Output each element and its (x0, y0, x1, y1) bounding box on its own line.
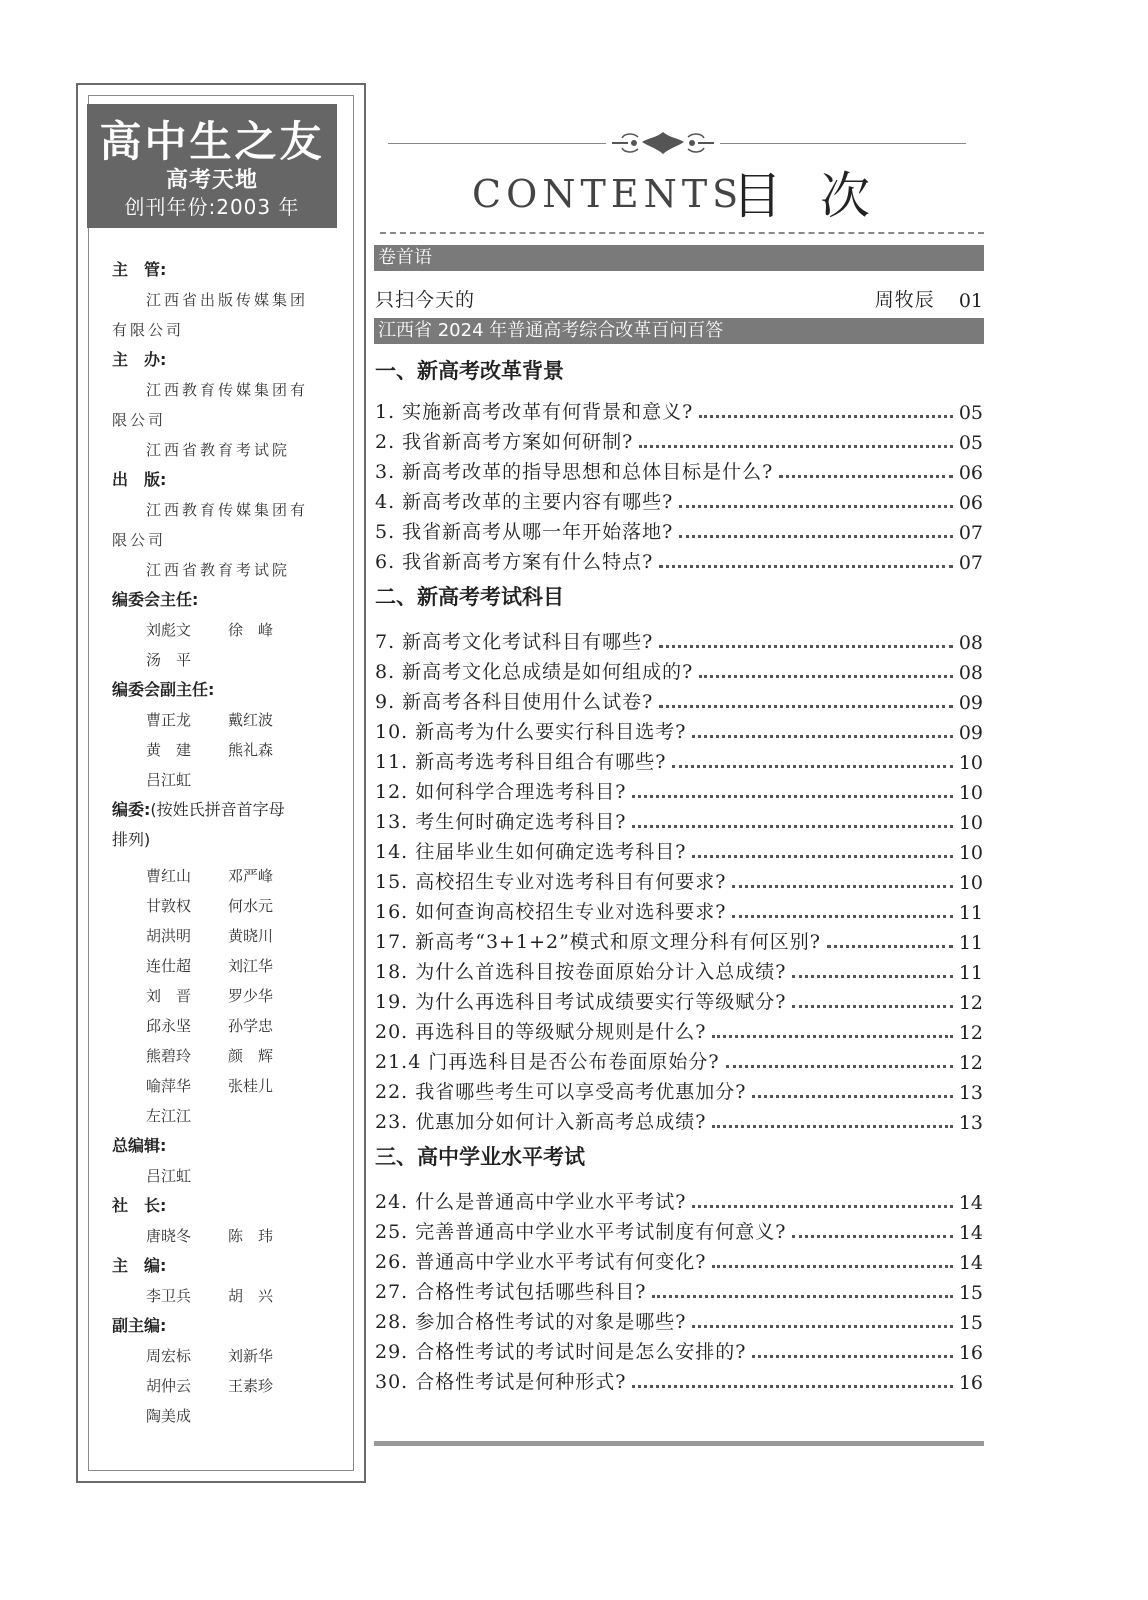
toc-item-title: 20. 再选科目的等级赋分规则是什么? (375, 1021, 707, 1043)
toc-item-page: 13 (958, 1112, 983, 1134)
staff-name: 熊礼森 (228, 741, 274, 759)
toc-leader-dots (752, 1094, 952, 1098)
toc-leader-dots (827, 944, 953, 948)
ornament-rule-left (388, 143, 606, 144)
staff-group-deputy-editor (112, 1341, 330, 1431)
toc-item[interactable] (375, 984, 985, 1014)
toc-item-title: 5. 我省新高考从哪一年开始落地? (375, 521, 674, 543)
toc-leader-dots (659, 564, 952, 568)
toc-item-page: 10 (958, 842, 983, 864)
toc-item[interactable] (375, 1364, 985, 1394)
toc-item[interactable] (375, 924, 985, 954)
staff-name: 熊碧玲 (146, 1047, 192, 1065)
toc-leader-dots (726, 1064, 953, 1068)
staff-name-row (112, 1221, 330, 1251)
toc-item-page: 10 (958, 752, 983, 774)
toc-item-page: 16 (958, 1342, 983, 1364)
staff-name: 黄晓川 (228, 927, 274, 945)
toc-item-page: 12 (958, 1052, 983, 1074)
staff-name: 戴红波 (228, 711, 274, 729)
toc-item[interactable] (375, 1104, 985, 1134)
toc-leader-dots (712, 1124, 952, 1128)
toc-item-page: 06 (958, 492, 983, 514)
staff-name: 胡洪明 (146, 927, 192, 945)
toc-leader-dots (652, 1294, 952, 1298)
staff-role-editor: 主 编: (112, 1256, 167, 1275)
toc-leader-dots (632, 794, 952, 798)
toc-item-page: 10 (958, 812, 983, 834)
committee-label: 编委: (112, 800, 151, 819)
staff-name: 甘敦权 (146, 897, 192, 915)
section-bar-main: 江西省 2024 年普通高考综合改革百问百答 (374, 318, 984, 344)
staff-name: 孙学忠 (228, 1017, 274, 1035)
toc-item[interactable] (375, 1244, 985, 1274)
staff-name: 张桂儿 (228, 1077, 274, 1095)
staff-name: 陶美成 (146, 1407, 192, 1425)
staff-name-row (112, 705, 330, 735)
toc-item[interactable] (375, 864, 985, 894)
toc-item[interactable] (375, 714, 985, 744)
toc-leader-dots (632, 1384, 952, 1388)
toc-item-title: 23. 优惠加分如何计入新高考总成绩? (375, 1111, 707, 1133)
toc-item[interactable] (375, 894, 985, 924)
staff-name: 吕江虹 (146, 771, 192, 789)
toc-item-title: 14. 往届毕业生如何确定选考科目? (375, 841, 687, 863)
staff-name: 吕江虹 (146, 1167, 192, 1185)
staff-name: 汤 平 (146, 651, 192, 669)
staff-name: 刘 晋 (146, 987, 192, 1005)
committee-note-cont: 排列) (112, 830, 151, 849)
staff-group-director (112, 615, 330, 675)
ornament-rule-right (720, 143, 966, 144)
toc-leader-dots (752, 1354, 952, 1358)
toc-item-title: 22. 我省哪些考生可以享受高考优惠加分? (375, 1081, 747, 1103)
staff-group-president (112, 1221, 330, 1251)
toc-item[interactable] (375, 1074, 985, 1104)
staff-role-supervisor: 主 管: (112, 260, 167, 279)
staff-name-row (112, 1011, 330, 1041)
masthead-panel (76, 83, 366, 1483)
committee-note: (按姓氏拼音首字母 (150, 800, 285, 819)
staff-line: 江西教育传媒集团有 (146, 501, 309, 519)
toc-leader-dots (659, 704, 952, 708)
toc-item-title: 28. 参加合格性考试的对象是哪些? (375, 1311, 687, 1333)
toc-section-heading: 一、新高考改革背景 (375, 359, 564, 383)
staff-name: 李卫兵 (146, 1287, 192, 1305)
staff-name-row (112, 765, 330, 795)
toc-item-title: 21.4 门再选科目是否公布卷面原始分? (375, 1051, 720, 1073)
toc-item-page: 08 (958, 662, 983, 684)
staff-name: 胡 兴 (228, 1287, 274, 1305)
toc-item-page: 15 (958, 1312, 983, 1334)
staff-role-deputy-director: 编委会副主任: (112, 680, 215, 699)
founded-year: 创刊年份:2003 年 (124, 195, 300, 219)
staff-list (112, 255, 330, 1431)
toc-leader-dots (792, 1004, 952, 1008)
toc-item-page: 01 (958, 290, 983, 312)
toc-leader-dots (732, 914, 952, 918)
toc-leader-dots (692, 1324, 952, 1328)
staff-name: 曹正龙 (146, 711, 192, 729)
toc-item-page: 09 (958, 692, 983, 714)
staff-line: 限公司 (112, 411, 167, 429)
staff-name: 徐 峰 (228, 621, 274, 639)
staff-name-row (112, 891, 330, 921)
toc-item[interactable] (375, 1334, 985, 1364)
toc-leader-dots (699, 414, 952, 418)
staff-role-deputy-editor: 副主编: (112, 1316, 167, 1335)
staff-name: 喻萍华 (146, 1077, 192, 1095)
staff-name: 刘彪文 (146, 621, 192, 639)
staff-name: 连仕超 (146, 957, 192, 975)
staff-name: 曹红山 (146, 867, 192, 885)
staff-name-row (112, 981, 330, 1011)
toc-leader-dots (679, 534, 952, 538)
toc-item-title: 只扫今天的 (375, 289, 476, 311)
toc-item[interactable] (375, 454, 985, 484)
toc-leader-dots (699, 674, 952, 678)
toc-item-title: 24. 什么是普通高中学业水平考试? (375, 1191, 687, 1213)
toc-item[interactable] (375, 394, 985, 424)
toc-leader-dots (692, 1204, 952, 1208)
toc-section-heading: 二、新高考考试科目 (375, 585, 564, 609)
staff-name-row (112, 861, 330, 891)
staff-name: 何水元 (228, 897, 274, 915)
toc-leader-dots (732, 884, 952, 888)
toc-item-title: 25. 完善普通高中学业水平考试制度有何意义? (375, 1221, 787, 1243)
staff-name: 周宏标 (146, 1347, 192, 1365)
toc-item[interactable] (375, 624, 985, 654)
toc-item-title: 17. 新高考“3+1+2”模式和原文理分科有何区别? (375, 931, 821, 953)
toc-item-page: 10 (958, 872, 983, 894)
toc-item-page: 09 (958, 722, 983, 744)
toc-item-page: 12 (958, 1022, 983, 1044)
toc-item[interactable] (375, 424, 985, 454)
toc-item-title: 11. 新高考选考科目组合有哪些? (375, 751, 667, 773)
staff-group-chief-editor (112, 1161, 330, 1191)
toc-item-title: 13. 考生何时确定选考科目? (375, 811, 627, 833)
toc-leader-dots (792, 974, 952, 978)
staff-name-row (112, 1161, 330, 1191)
toc-item[interactable] (375, 1304, 985, 1334)
toc-item-title: 30. 合格性考试是何种形式? (375, 1371, 627, 1393)
staff-group-editor (112, 1281, 330, 1311)
toc-item-title: 18. 为什么首选科目按卷面原始分计入总成绩? (375, 961, 787, 983)
staff-name: 刘新华 (228, 1347, 274, 1365)
magazine-masthead (87, 104, 337, 228)
contents-heading-en: CONTENTS (472, 172, 744, 216)
toc-item-page: 07 (958, 552, 983, 574)
staff-name-row (112, 1041, 330, 1071)
staff-name-row (112, 1101, 330, 1131)
toc-item-page: 11 (958, 902, 983, 924)
toc-item-title: 2. 我省新高考方案如何研制? (375, 431, 634, 453)
staff-role-sponsor: 主 办: (112, 350, 167, 369)
staff-name: 王素珍 (228, 1377, 274, 1395)
toc-item[interactable] (375, 654, 985, 684)
toc-item-page: 10 (958, 782, 983, 804)
toc-item-title: 19. 为什么再选科目考试成绩要实行等级赋分? (375, 991, 787, 1013)
toc-item[interactable] (375, 514, 985, 544)
toc-item-title: 10. 新高考为什么要实行科目选考? (375, 721, 687, 743)
toc-item-page: 05 (958, 432, 983, 454)
toc-leader-dots (672, 764, 952, 768)
staff-name-row (112, 1341, 330, 1371)
staff-line: 有限公司 (112, 321, 185, 339)
contents-heading-cn: 目次 (732, 167, 908, 225)
magazine-title: 高中生之友 (99, 117, 325, 166)
staff-name: 陈 玮 (228, 1227, 274, 1245)
staff-name: 罗少华 (228, 987, 274, 1005)
toc-item-page: 14 (958, 1252, 983, 1274)
bottom-rule (374, 1441, 984, 1446)
toc-item-page: 16 (958, 1372, 983, 1394)
staff-role-committee (112, 795, 330, 855)
toc-item[interactable] (375, 1184, 985, 1214)
toc-item-title: 12. 如何科学合理选考科目? (375, 781, 627, 803)
toc-item[interactable] (375, 484, 985, 514)
toc-leader-dots (679, 504, 952, 508)
toc-item[interactable] (375, 804, 985, 834)
staff-line: 江西教育传媒集团有 (146, 381, 309, 399)
toc-item[interactable] (375, 544, 985, 574)
toc-item[interactable] (375, 954, 985, 984)
toc-item[interactable] (375, 1044, 985, 1074)
toc-leader-dots (639, 444, 952, 448)
toc-item-page: 11 (958, 932, 983, 954)
toc-item-page: 07 (958, 522, 983, 544)
magazine-subtitle: 高考天地 (165, 168, 258, 193)
toc-item-page: 06 (958, 462, 983, 484)
toc-item-title: 8. 新高考文化总成绩是如何组成的? (375, 661, 694, 683)
staff-name-row (112, 951, 330, 981)
toc-item-title: 1. 实施新高考改革有何背景和意义? (375, 401, 694, 423)
staff-name-row (112, 1371, 330, 1401)
section-bar-preface: 卷首语 (374, 245, 984, 271)
staff-name: 颜 辉 (228, 1047, 274, 1065)
toc-leader-dots (692, 734, 952, 738)
toc-leader-dots (792, 1234, 952, 1238)
toc-leader-dots (712, 1034, 952, 1038)
toc-leader-dots (779, 474, 952, 478)
staff-name-row (112, 735, 330, 765)
toc-item[interactable] (375, 684, 985, 714)
toc-item[interactable] (375, 774, 985, 804)
toc-item-page: 14 (958, 1192, 983, 1214)
toc-leader-dots (632, 824, 952, 828)
header-dashed-rule (380, 232, 984, 234)
staff-role-director: 编委会主任: (112, 590, 199, 609)
staff-group-deputy-director (112, 705, 330, 795)
staff-role-chief-editor: 总编辑: (112, 1136, 167, 1155)
toc-item-page: 05 (958, 402, 983, 424)
toc-item-title: 6. 我省新高考方案有什么特点? (375, 551, 654, 573)
toc-item-title: 9. 新高考各科目使用什么试卷? (375, 691, 654, 713)
toc-item[interactable] (375, 744, 985, 774)
toc-item-page: 13 (958, 1082, 983, 1104)
flourish-ornament-icon (608, 128, 718, 158)
staff-name-row (112, 1281, 330, 1311)
toc-item-page: 14 (958, 1222, 983, 1244)
staff-line: 江西省出版传媒集团 (146, 291, 309, 309)
staff-name: 邱永坚 (146, 1017, 192, 1035)
staff-name: 邓严峰 (228, 867, 274, 885)
toc-item-title: 26. 普通高中学业水平考试有何变化? (375, 1251, 707, 1273)
toc-item-title: 16. 如何查询高校招生专业对选科要求? (375, 901, 727, 923)
staff-name: 唐晓冬 (146, 1227, 192, 1245)
toc-item-title: 29. 合格性考试的考试时间是怎么安排的? (375, 1341, 747, 1363)
staff-line: 江西省教育考试院 (146, 561, 291, 579)
staff-name: 刘江华 (228, 957, 274, 975)
toc-item-page: 11 (958, 962, 983, 984)
staff-name: 胡仲云 (146, 1377, 192, 1395)
toc-leader-dots (692, 854, 952, 858)
toc-item-title: 7. 新高考文化考试科目有哪些? (375, 631, 654, 653)
staff-name: 黄 建 (146, 741, 192, 759)
toc-item-author: 周牧辰 (874, 289, 935, 311)
staff-name-row (112, 1071, 330, 1101)
toc-item-title: 27. 合格性考试包括哪些科目? (375, 1281, 647, 1303)
staff-line: 限公司 (112, 531, 167, 549)
toc-item-preface[interactable] (375, 282, 985, 312)
toc-item[interactable] (375, 834, 985, 864)
toc-item[interactable] (375, 1214, 985, 1244)
staff-role-publisher: 出 版: (112, 470, 167, 489)
toc-item[interactable] (375, 1274, 985, 1304)
staff-line: 江西省教育考试院 (146, 441, 291, 459)
staff-name-row (112, 645, 330, 675)
toc-item-page: 12 (958, 992, 983, 1014)
staff-name-row (112, 1401, 330, 1431)
toc-item-title: 3. 新高考改革的指导思想和总体目标是什么? (375, 461, 774, 483)
toc-item-page: 15 (958, 1282, 983, 1304)
toc-section-heading: 三、高中学业水平考试 (375, 1145, 585, 1169)
toc-item[interactable] (375, 1014, 985, 1044)
staff-name-row (112, 921, 330, 951)
toc-item-title: 4. 新高考改革的主要内容有哪些? (375, 491, 674, 513)
toc-leader-dots (712, 1264, 952, 1268)
staff-group-committee (112, 861, 330, 1131)
staff-name: 左江江 (146, 1107, 192, 1125)
toc-item-page: 08 (958, 632, 983, 654)
toc-leader-dots (659, 644, 952, 648)
staff-name-row (112, 615, 330, 645)
toc-item-title: 15. 高校招生专业对选考科目有何要求? (375, 871, 727, 893)
staff-role-president: 社 长: (112, 1196, 167, 1215)
